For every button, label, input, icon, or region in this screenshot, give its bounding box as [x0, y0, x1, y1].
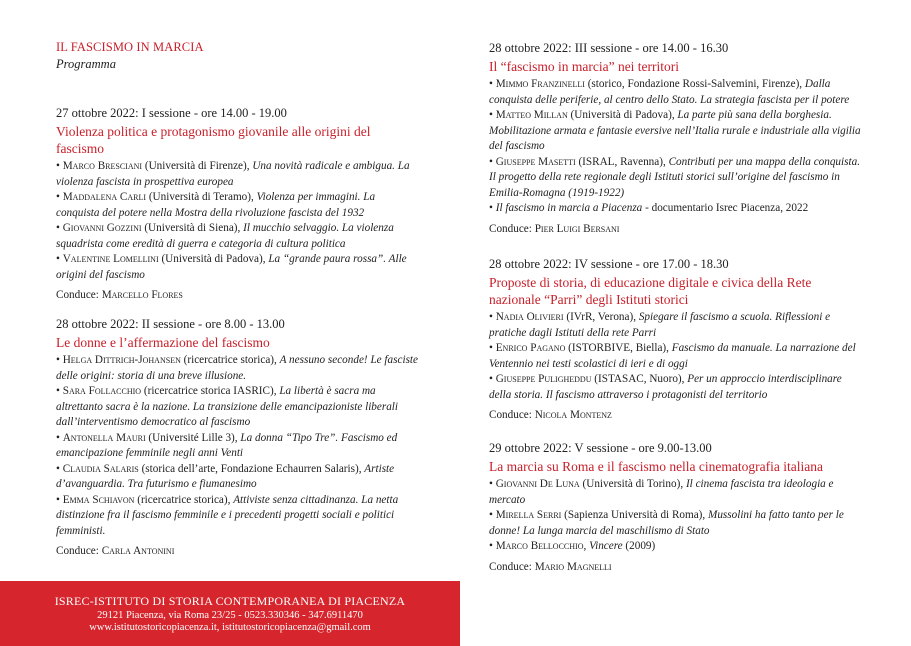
talk-title: A nessuno seconde! Le fasciste delle origini: storia di una breve illusione. [56, 354, 418, 382]
speaker-affiliation: (Università di Padova), [567, 109, 678, 121]
talk-title: Spiegare il fascismo a scuola. Riflessioni e pratiche dagli Istituti della rete Parri [489, 311, 831, 339]
speaker-affiliation: (Università di Teramo), [146, 191, 257, 203]
speaker-affiliation: (ricercatrice storica), [134, 493, 234, 506]
speaker-item: • Claudia Salaris (storica dell’arte, Fondazione Echaurren Salaris), Artiste d’avanguardia. Tra futurismo e fiumanesimo [56, 462, 395, 490]
speaker-name: Claudia Salaris [62, 462, 139, 475]
moderator-name: Nicola Montenz [534, 409, 612, 421]
footer-institute-name: ISREC-ISTITUTO DI STORIA CONTEMPORANEA DI PIACENZA [54, 594, 406, 608]
program-title: IL FASCISMO IN MARCIA [56, 40, 204, 54]
session-title: Violenza politica e protagonismo giovanile alle origini del fascismo [56, 124, 371, 156]
speaker-affiliation: (ISTASAC, Nuoro), [591, 373, 688, 385]
session-date: 28 ottobre 2022: III sessione - ore 14.00 - 16.30 [489, 41, 729, 55]
session-date: 27 ottobre 2022: I sessione - ore 14.00 - 19.00 [56, 106, 287, 120]
speaker-item: • Helga Dittrich-Johansen (ricercatrice storica), A nessuno seconde! Le fasciste delle origini: storia di una breve illusione. [56, 354, 418, 382]
speaker-affiliation: (IVrR, Verona), [563, 311, 639, 323]
talk-title: Artiste d’avanguardia. Tra futurismo e fiumanesimo [56, 462, 395, 490]
session-2 [56, 316, 418, 559]
speaker-name: Giovanni De Luna [495, 478, 580, 490]
footer-address: 29121 Piacenza, via Roma 23/25 - 0523.330346 - 347.6911470 [97, 610, 363, 621]
speaker-name: Nadia Olivieri [495, 311, 564, 323]
speaker-item: • Marco Bellocchio, Vincere (2009) [489, 540, 656, 552]
program-subtitle: Programma [56, 57, 116, 71]
speaker-item: • Maddalena Carli (Università di Teramo), Violenza per immagini. La conquista del potere nella Mostra della rivoluzione fascista del 1932 [56, 191, 376, 219]
talk-title: Il mucchio selvaggio. La violenza squadrista come eredità di guerra e categoria di cultura politica [56, 222, 394, 250]
session-title: Il “fascismo in marcia” nei territori [489, 59, 680, 74]
moderator-name: Mario Magnelli [534, 560, 612, 573]
speaker-item: • Giovanni De Luna (Università di Torino), Il cinema fascista tra ideologia e mercato [489, 478, 834, 506]
speaker-affiliation: (ISRAL, Ravenna), [575, 155, 669, 168]
speaker-affiliation: (Università di Padova), [158, 253, 269, 265]
speaker-item: • Mirella Serri (Sapienza Università di Roma), Mussolini ha fatto tanto per le donne! La lunga marcia del maschilismo di Stato [489, 509, 844, 537]
talk-title: Vincere [589, 540, 623, 552]
talk-title: Contributi per una mappa della conquista. Il progetto della rete regionale degli Istituti storici sull’origine del fascismo in Emilia-Romagna (1919-1922) [489, 155, 860, 199]
session-3 [489, 40, 861, 237]
talk-title: Attiviste senza cittadinanza. La netta distinzione fra il fascismo femminile e i precedenti progetti sociali e politici femministi. [56, 493, 399, 537]
speaker-name: Sara Follacchio [62, 385, 142, 397]
talk-title: La libertà è sacra ma altrettanto sacra è la nazione. La transizione delle emancipazioniste liberali dall’interventismo democratico al fascismo [56, 385, 399, 428]
speaker-name: Helga Dittrich-Johansen [62, 354, 181, 366]
speaker-item: • Marco Bresciani (Università di Firenze), Una novità radicale e ambigua. La violenza fascista in prospettiva europea [56, 160, 410, 188]
footer-web-links[interactable]: www.istitutostoricopiacenza.it, istitutostoricopiacenza@gmail.com [89, 622, 371, 633]
speaker-item: • Valentine Lomellini (Università di Padova), La “grande paura rossa”. Alle origini del fascismo [56, 253, 407, 281]
moderator-label: Conduce: [489, 222, 535, 235]
speaker-name: Giuseppe Puligheddu [495, 373, 592, 385]
moderator-name: Carla Antonini [101, 545, 175, 557]
speaker-name: Mimmo Franzinelli [495, 78, 585, 90]
speaker-affiliation: (Università di Siena), [141, 222, 244, 234]
speaker-affiliation: (ISTORBIVE, Biella), [565, 342, 672, 354]
session-moderator [56, 288, 418, 303]
speaker-name: Matteo Millan [495, 109, 568, 121]
speaker-affiliation: (Université Lille 3), [145, 431, 241, 444]
talk-title: Il cinema fascista tra ideologia e mercato [489, 478, 834, 506]
talk-title: Una novità radicale e ambigua. La violenza fascista in prospettiva europea [56, 160, 410, 188]
speaker-item: • Emma Schiavon (ricercatrice storica), Attiviste senza cittadinanza. La netta distinzione fra il fascismo femminile e i precedenti progetti sociali e politici femministi. [56, 493, 399, 537]
session-moderator [489, 560, 861, 575]
moderator-name: Pier Luigi Bersani [534, 222, 620, 235]
session-title: La marcia su Roma e il fascismo nella cinematografia italiana [489, 459, 823, 474]
session-moderator [56, 544, 418, 559]
speaker-affiliation: (storica dell’arte, Fondazione Echaurren Salaris), [138, 462, 365, 475]
speaker-item: • Giuseppe Masetti (ISRAL, Ravenna), Contributi per una mappa della conquista. Il progetto della rete regionale degli Istituti storici sull’origine del fascismo in Emilia-Romagna (1919-1922) [489, 155, 860, 199]
speaker-item: • Mimmo Franzinelli (storico, Fondazione Rossi-Salvemini, Firenze), Dalla conquista delle periferie, al centro dello Stato. La strategia fascista per il potere [489, 78, 850, 106]
speaker-item: • Nadia Olivieri (IVrR, Verona), Spiegare il fascismo a scuola. Riflessioni e pratiche dagli Istituti della rete Parri [489, 311, 831, 339]
session-5 [489, 440, 861, 575]
speaker-name: Antonella Mauri [62, 431, 146, 444]
moderator-label: Conduce: [56, 289, 102, 301]
speaker-name: Marco Bresciani [62, 160, 143, 172]
speaker-item: • Giuseppe Puligheddu (ISTASAC, Nuoro), Per un approccio interdisciplinare della storia. Il fascismo attraverso i protagonisti del territorio [489, 373, 842, 401]
speaker-item: • Enrico Pagano (ISTORBIVE, Biella), Fascismo da manuale. La narrazione del Ventennio nei testi scolastici di ieri e di oggi [489, 342, 856, 370]
talk-title: La parte più sana della borghesia. Mobilitazione armata e fantasie eversive nell’Italia rurale e industriale alla vigilia del fascismo [489, 109, 861, 152]
speaker-affiliation: (Università di Torino), [579, 478, 686, 490]
speaker-name: Valentine Lomellini [62, 253, 159, 265]
talk-title: Mussolini ha fatto tanto per le donne! La lunga marcia del maschilismo di Stato [489, 509, 844, 537]
session-date: 28 ottobre 2022: II sessione - ore 8.00 - 13.00 [56, 317, 285, 331]
session-moderator [489, 408, 861, 423]
speaker-name: Giovanni Gozzini [62, 222, 142, 234]
session-title: Le donne e l’affermazione del fascismo [56, 335, 270, 350]
speaker-name: Marco Bellocchio [495, 540, 584, 552]
session-date: 29 ottobre 2022: V sessione - ore 9.00-13.00 [489, 441, 712, 455]
session-date: 28 ottobre 2022: IV sessione - ore 17.00 - 18.30 [489, 257, 729, 271]
talk-title: La donna “Tipo Tre”. Fascismo ed emancipazione femminile negli anni Venti [56, 431, 398, 459]
speaker-item: • Matteo Millan (Università di Padova), La parte più sana della borghesia. Mobilitazione armata e fantasie eversive nell’Italia rurale e industriale alla vigilia del fascismo [489, 109, 861, 152]
talk-title: Fascismo da manuale. La narrazione del Ventennio nei testi scolastici di ieri e di oggi [489, 342, 856, 370]
talk-title: Dalla conquista delle periferie, al centro dello Stato. La strategia fascista per il potere [489, 78, 850, 106]
footer-banner [0, 581, 460, 646]
talk-title: Violenza per immagini. La conquista del potere nella Mostra della rivoluzione fascista del 1932 [56, 191, 376, 219]
speaker-affiliation: (Sapienza Università di Roma), [561, 509, 708, 521]
speaker-name: Giuseppe Masetti [495, 155, 576, 168]
speaker-affiliation: , [583, 540, 590, 552]
speaker-affiliation: (ricercatrice storica), [180, 354, 280, 366]
speaker-item: • Giovanni Gozzini (Università di Siena), Il mucchio selvaggio. La violenza squadrista come eredità di guerra e categoria di cultura politica [56, 222, 394, 250]
moderator-label: Conduce: [56, 545, 102, 557]
session-4 [489, 256, 861, 423]
speaker-name: Mirella Serri [495, 509, 562, 521]
speaker-affiliation: (storico, Fondazione Rossi-Salvemini, Firenze), [584, 78, 805, 90]
talk-title: Per un approccio interdisciplinare della storia. Il fascismo attraverso i protagonisti del territorio [489, 373, 842, 401]
talk-title: Il fascismo in marcia a Piacenza [495, 202, 643, 214]
speaker-item: • Antonella Mauri (Université Lille 3), La donna “Tipo Tre”. Fascismo ed emancipazione femminile negli anni Venti [56, 431, 398, 459]
speaker-name: Emma Schiavon [62, 493, 135, 506]
speaker-affiliation: (ricercatrice storica IASRIC), [141, 385, 280, 397]
session-moderator [489, 222, 861, 237]
moderator-label: Conduce: [489, 409, 535, 421]
speaker-name: Enrico Pagano [495, 342, 566, 354]
speaker-item: • Sara Follacchio (ricercatrice storica IASRIC), La libertà è sacra ma altrettanto sacra è la nazione. La transizione delle emancipazioniste liberali dall’interventismo democratico al fascismo [56, 385, 399, 428]
speaker-affiliation: (2009) [622, 540, 656, 552]
talk-title: La “grande paura rossa”. Alle origini del fascismo [56, 253, 407, 281]
session-title: Proposte di storia, di educazione digitale e civica della Rete nazionale “Parri” degli Istituti storici [489, 275, 812, 307]
speaker-item: • Il fascismo in marcia a Piacenza - documentario Isrec Piacenza, 2022 [489, 202, 809, 214]
speaker-affiliation: (Università di Firenze), [142, 160, 253, 172]
session-1 [56, 105, 418, 303]
speaker-affiliation: - documentario Isrec Piacenza, 2022 [642, 202, 809, 214]
moderator-label: Conduce: [489, 560, 535, 573]
speaker-name: Maddalena Carli [62, 191, 147, 203]
moderator-name: Marcello Flores [101, 289, 183, 301]
